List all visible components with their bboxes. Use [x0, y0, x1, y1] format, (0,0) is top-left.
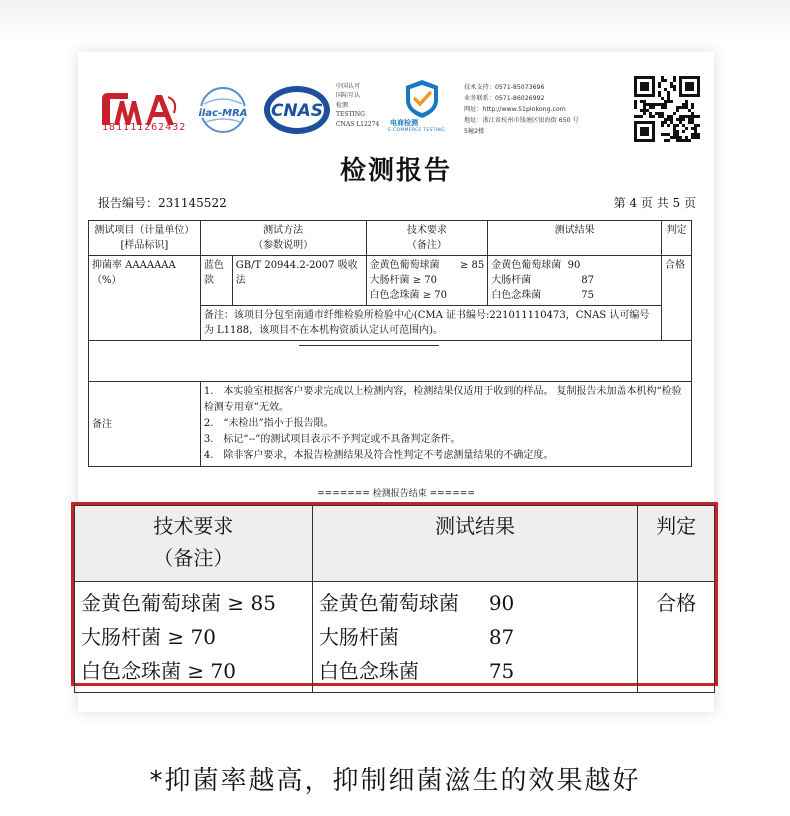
notes-label: 备注 — [89, 382, 201, 467]
caption: *抑菌率越高，抑制细菌滋生的效果越好 — [149, 766, 641, 796]
note-item: 1. 本实验室根据客户要求完成以上检测内容，检测结果仅适用于收到的样品。 复制报告未加盖本机构“检验检测专用章”无效。 — [203, 386, 682, 413]
contact-row: 网址：http://www.51pinkong.com — [464, 106, 566, 113]
zoom-results: 金黄色葡萄球菌 90 大肠杆菌 87 白色念珠菌 75 — [312, 582, 637, 693]
top-shade — [0, 0, 790, 40]
divider — [299, 345, 439, 346]
zoom-data-row — [75, 582, 715, 693]
contact-row: 技术支持：0571-85073696 — [464, 84, 545, 91]
header-verdict: 判定 — [662, 221, 692, 256]
cma-logo-icon — [98, 82, 182, 142]
results-cell: 金黄色葡萄球菌 90 大肠杆菌 87 白色念珠菌 75 — [488, 256, 662, 306]
report-end-marker: ======= 检测报告结束 ====== — [317, 489, 475, 499]
zoom-header-row — [75, 506, 715, 582]
report-table-header — [89, 221, 692, 256]
qr-code-icon — [634, 76, 700, 142]
zoomed-result-table — [71, 502, 718, 686]
ilac-mra-logo-icon — [194, 84, 252, 136]
page-number: 第 4 页 共 5 页 — [613, 196, 696, 210]
note-item: 2. “未检出”指小于报告限。 — [203, 418, 334, 429]
svg-text:CNAS: CNAS — [270, 101, 324, 121]
note-item: 3. 标记“--”的测试项目表示不予判定或不具备判定条件。 — [203, 434, 461, 445]
contact-row: 业务联系：0571-86026992 — [464, 95, 545, 102]
contact-row: 地址：浙江省杭州市钱塘区银海街 650 号 — [464, 117, 579, 124]
report-number: 报告编号：231145522 — [98, 196, 227, 210]
zoom-header-verdict: 判定 — [638, 506, 715, 582]
cma-code: 181111262432 — [102, 122, 187, 133]
header-result: 测试结果 — [488, 221, 662, 256]
requirements-cell: 金黄色葡萄球菌 ≥ 85 大肠杆菌 ≥ 70 白色念珠菌 ≥ 70 — [366, 256, 488, 306]
contact-row: 5幢2楼 — [464, 128, 485, 135]
header-method: 测试方法 （参数说明） — [200, 221, 366, 256]
zoom-header-result: 测试结果 — [312, 506, 637, 582]
report-table — [88, 220, 692, 467]
ecommerce-testing-label: 电商检测 — [390, 119, 418, 127]
notes-list — [200, 382, 691, 467]
report-table-row — [89, 256, 692, 306]
note-item: 4. 除非客户要求，本报告检测结果及符合性判定不考虑测量结果的不确定度。 — [203, 450, 554, 461]
header-requirement: 技术要求 （备注） — [366, 221, 488, 256]
blank-row — [89, 341, 692, 382]
contact-info — [464, 82, 579, 137]
zoom-requirements: 金黄色葡萄球菌 ≥ 85 大肠杆菌 ≥ 70 白色念珠菌 ≥ 70 — [75, 582, 313, 693]
notes-row — [89, 382, 692, 467]
header-item: 测试项目（计量单位） [样品标识] — [89, 221, 201, 256]
subcontract-remark: 备注：该项目分包至南通市纤维检验所检验中心(CMA 证书编号:221011110473，CNAS 认可编号为 L1188，该项目不在本机构资质认定认可范围内)。 — [200, 306, 661, 341]
test-item: 抑菌率 AAAAAAA （%） — [89, 256, 201, 341]
svg-text:ilac-MRA: ilac-MRA — [198, 108, 248, 119]
ecommerce-testing-label-en: E-COMMERCE TESTING — [388, 128, 445, 133]
zoom-header-requirement: 技术要求 （备注） — [75, 506, 313, 582]
zoom-verdict: 合格 — [638, 582, 715, 693]
sample-label: 蓝色 款 — [200, 256, 232, 306]
cnas-logo-icon — [262, 82, 332, 138]
test-method: GB/T 20944.2-2007 吸收法 — [232, 256, 366, 306]
accreditation-text: 中国认可 国际互认 检测 TESTING CNAS L12274 — [336, 83, 380, 128]
report-title: 检测报告 — [339, 156, 452, 186]
verdict: 合格 — [662, 256, 692, 341]
